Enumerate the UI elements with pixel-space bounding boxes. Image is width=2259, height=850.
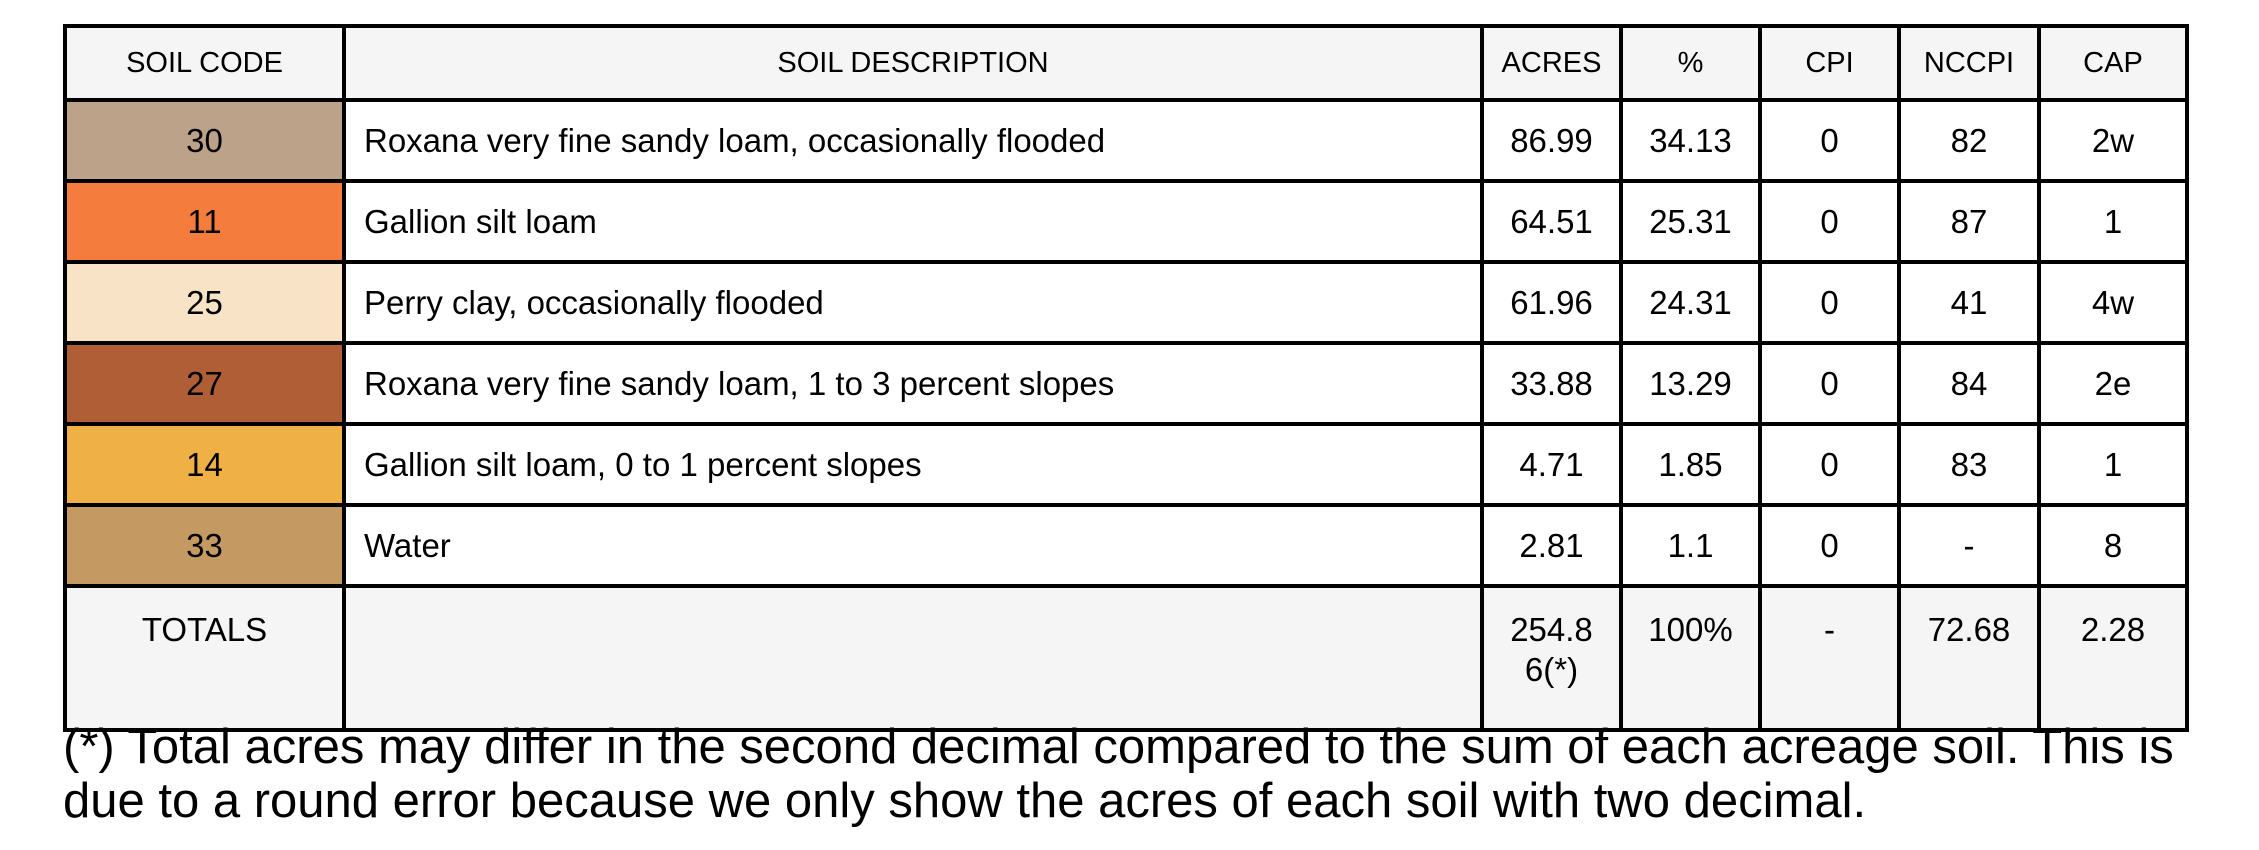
footnote-line-1: (*) Total acres may differ in the second decimal compared to the sum of each acreage soil. This is [63,720,2174,774]
soil-description-cell: Roxana very fine sandy loam, occasionally flooded [344,100,1482,181]
nccpi-cell: 82 [1899,100,2039,181]
nccpi-cell: - [1899,505,2039,586]
cap-cell: 1 [2039,424,2187,505]
acres-cell: 2.81 [1482,505,1621,586]
totals-cap: 2.28 [2039,586,2187,730]
acres-cell: 4.71 [1482,424,1621,505]
cpi-cell: 0 [1760,505,1899,586]
soil-code-cell: 30 [65,100,344,181]
table-row [65,262,2187,343]
acres-cell: 61.96 [1482,262,1621,343]
footnote-line-2: due to a round error because we only show the acres of each soil with two decimal. [63,774,1867,828]
cpi-cell: 0 [1760,100,1899,181]
cap-cell: 8 [2039,505,2187,586]
totals-acres-line2: 6(*) [1524,651,1579,688]
header-nccpi: NCCPI [1899,26,2039,100]
cap-cell: 4w [2039,262,2187,343]
acres-cell: 33.88 [1482,343,1621,424]
nccpi-cell: 87 [1899,181,2039,262]
nccpi-cell: 84 [1899,343,2039,424]
header-soil-description: SOIL DESCRIPTION [344,26,1482,100]
soil-code-cell: 11 [65,181,344,262]
totals-nccpi: 72.68 [1899,586,2039,730]
cpi-cell: 0 [1760,424,1899,505]
cap-cell: 1 [2039,181,2187,262]
soil-description-cell: Gallion silt loam [344,181,1482,262]
soil-code-cell: 33 [65,505,344,586]
cap-cell: 2w [2039,100,2187,181]
cap-cell: 2e [2039,343,2187,424]
percent-cell: 1.1 [1621,505,1760,586]
soil-table [63,24,2189,732]
header-acres: ACRES [1482,26,1621,100]
soil-description-cell: Perry clay, occasionally flooded [344,262,1482,343]
soil-description-cell: Water [344,505,1482,586]
percent-cell: 1.85 [1621,424,1760,505]
table-row [65,505,2187,586]
percent-cell: 24.31 [1621,262,1760,343]
totals-percent: 100% [1621,586,1760,730]
header-soil-code: SOIL CODE [65,26,344,100]
acres-cell: 64.51 [1482,181,1621,262]
footnote [63,720,2213,828]
cpi-cell: 0 [1760,181,1899,262]
cpi-cell: 0 [1760,343,1899,424]
acres-cell: 86.99 [1482,100,1621,181]
soil-description-cell: Roxana very fine sandy loam, 1 to 3 percent slopes [344,343,1482,424]
cpi-cell: 0 [1760,262,1899,343]
table-row [65,424,2187,505]
totals-description [344,586,1482,730]
totals-acres [1482,586,1621,730]
totals-acres-line1: 254.8 [1510,611,1593,648]
header-row [65,26,2187,100]
totals-label: TOTALS [65,586,344,730]
soil-code-cell: 25 [65,262,344,343]
soil-code-cell: 27 [65,343,344,424]
table-row [65,100,2187,181]
table-row [65,343,2187,424]
nccpi-cell: 83 [1899,424,2039,505]
header-cap: CAP [2039,26,2187,100]
soil-description-cell: Gallion silt loam, 0 to 1 percent slopes [344,424,1482,505]
soil-code-cell: 14 [65,424,344,505]
totals-row [65,586,2187,730]
header-percent: % [1621,26,1760,100]
table-row [65,181,2187,262]
nccpi-cell: 41 [1899,262,2039,343]
header-cpi: CPI [1760,26,1899,100]
percent-cell: 34.13 [1621,100,1760,181]
totals-cpi: - [1760,586,1899,730]
percent-cell: 13.29 [1621,343,1760,424]
percent-cell: 25.31 [1621,181,1760,262]
